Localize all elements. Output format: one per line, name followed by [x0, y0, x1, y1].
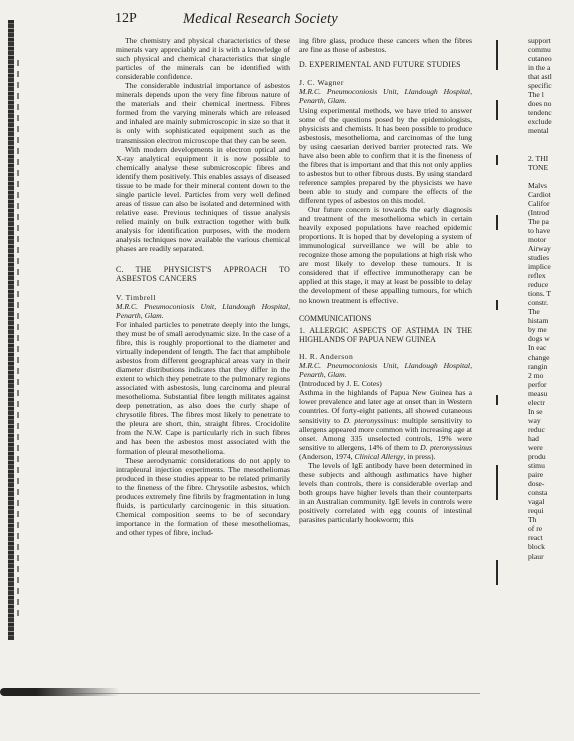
journal-name: Clinical Allergy — [354, 451, 404, 461]
facing-page-line: The pa — [528, 216, 549, 226]
paragraph — [299, 388, 472, 460]
facing-page-rule — [496, 560, 498, 585]
facing-page-line: stimu — [528, 461, 545, 471]
running-head: Medical Research Society — [183, 11, 338, 27]
facing-page-line — [528, 145, 552, 154]
facing-page-line: motor — [528, 234, 547, 244]
continuation-text: ing fibre glass, produce these cancers when the fibres are fine as those of asbestos. — [299, 36, 472, 55]
section-d-affiliation: M.R.C. Pneumoconiosis Unit, Llandough Hospital, Penarth, Glam. — [299, 87, 472, 106]
facing-page-line: tions. T — [528, 289, 552, 299]
facing-page-line: The l — [528, 90, 544, 100]
facing-page-line: were — [528, 442, 543, 452]
facing-page-line: requi — [528, 506, 544, 516]
section-d-heading: D. EXPERIMENTAL AND FUTURE STUDIES — [299, 60, 461, 70]
section-c-affiliation: M.R.C. Pneumoconiosis Unit, Llandough Hospital, Penarth, Glam. — [116, 301, 290, 320]
facing-page-line: paire — [528, 470, 544, 480]
facing-page-rule — [496, 100, 498, 120]
text-run: , in press). — [403, 451, 436, 461]
page-bottom-line — [60, 693, 480, 694]
communication-1-title: 1. ALLERGIC ASPECTS OF ASTHMA IN THE HIGHLANDS OF PAPUA NEW GUINEA — [299, 325, 472, 344]
facing-page-rule — [496, 465, 498, 500]
facing-page-line: In se — [528, 406, 543, 416]
facing-page-line — [528, 172, 552, 181]
text-run: Asthma in the highlands of Papua New Guinea has a lower prevalence and later age at onset than in Western countries. Of forty-eight patients, all showed cutaneous sensitivity to — [299, 388, 472, 425]
paragraph: Our future concern is towards the early diagnosis and treatment of the mesothelioma which in certain heavily exposed populations have reached epidemic proportions. It is hoped that by developing a system of immunological surveillance we will be able to recognize those among the populations at high risk who are most likely to develop these tumours. It is considered that if effective immunotherapy can be applied at this stage, it may at least be possible to delay the development of these appalling tumours, for which no known treatment is effective. — [299, 205, 472, 305]
left-column — [116, 36, 290, 537]
facing-page-line: perfor — [528, 379, 547, 389]
text-run: (Anderson, 1974, — [299, 451, 355, 461]
section-c-heading: C. THE PHYSICIST'S APPROACH TO ASBESTOS CANCERS — [116, 265, 290, 284]
facing-page-rule — [496, 215, 498, 230]
facing-page-text — [528, 36, 552, 561]
facing-page-rule — [496, 395, 498, 405]
communication-1-affiliation: M.R.C. Pneumoconiosis Unit, Llandough Hospital, Penarth, Glam. — [299, 361, 472, 380]
species-name: D. pteronyssinus — [343, 415, 397, 425]
facing-page-line: block — [528, 542, 545, 552]
facing-page-line: that astl — [528, 72, 552, 82]
facing-page-line: reduc — [528, 424, 545, 434]
facing-page-line: Califor — [528, 198, 550, 208]
facing-page-line — [528, 136, 552, 145]
facing-page-line: implice — [528, 262, 551, 272]
facing-page-line: rangin — [528, 361, 548, 371]
communication-1-author: H. R. Anderson — [299, 352, 354, 362]
page-bottom-smudge — [0, 688, 120, 696]
facing-page-line: of re — [528, 524, 543, 534]
facing-page-line: electr — [528, 397, 545, 407]
paragraph: The considerable industrial importance of asbestos minerals depends upon the very fine fibrous nature of the materials and their chemical inertness. Fibres formed from the varying minerals which are released and inhaled are mainly submicroscopic in size so that it is only with sophisticated equipment such as the transmission electron microscope that they can be seen. — [116, 81, 290, 145]
paragraph: These aerodynamic considerations do not apply to intrapleural injection experiments. The mesotheliomas produced in these studies appear to be related primarily to the fineness of the fibre. Chrysotile asbestos, which produces extremely fine fibrils by fragmentation in lung fluids, is particularly carcinogenic in this situation. Chemical composition seems to be of secondary importance in the formation of these mesotheliomas, and other types of fibre, includ- — [116, 455, 290, 537]
communications-heading: COMMUNICATIONS — [299, 313, 372, 323]
facing-page-line: In eac — [528, 343, 547, 353]
facing-page-line: in the a — [528, 63, 551, 73]
facing-page-line: commu — [528, 45, 551, 55]
page-number: 12P — [115, 11, 137, 26]
facing-page-rule — [496, 300, 498, 310]
facing-page-line: vagal — [528, 497, 545, 507]
facing-page-line: change — [528, 352, 550, 362]
facing-page-line: exclude — [528, 117, 552, 127]
facing-page-line: mental — [528, 126, 549, 136]
text-run: : multiple sensitivity to allergens appeared more common with increasing age at onset. Among 335 unselected controls, 19% were sensitive to allergens, 14% of them to — [299, 415, 472, 452]
facing-page-line: histam — [528, 316, 549, 326]
facing-page-line: dogs w — [528, 334, 550, 344]
right-column — [299, 36, 472, 524]
facing-page-line: plaur — [528, 551, 544, 561]
facing-page-line: measu — [528, 388, 548, 398]
facing-page-line: to have — [528, 225, 551, 235]
facing-page-line: Th — [528, 515, 537, 525]
facing-page-line: The — [528, 307, 540, 317]
facing-page-line: TONE — [528, 162, 549, 172]
facing-page-line: 2. THI — [528, 153, 549, 163]
paragraph: The chemistry and physical characteristics of these minerals vary appreciably and it is with a knowledge of such physical and chemical characteristics that single particles of the minerals can be identified with considerable confidence. — [116, 36, 290, 82]
facing-page-line: Cardiot — [528, 189, 551, 199]
facing-page-rule — [496, 155, 498, 165]
page-header — [115, 11, 515, 33]
facing-page-line: cutaneo — [528, 54, 552, 64]
paragraph: With modern developments in electron optical and X-ray analytical equipment it is now possible to chemically analyse these submicroscopic fibres and identify them positively. This enables assays of diseased tissue to be made for their mineral content down to the single particle level. Particles from very well defined areas of tissue can also be isolated and determined with relative ease. Previous techniques of tissue analysis relied mainly on bulk extraction together with bulk analysis for identification purposes, with the modern analysis techniques now available the various chemical phases are readily separated. — [116, 144, 290, 254]
facing-page-line: support — [528, 36, 551, 45]
section-c-author: V. Timbrell — [116, 292, 156, 302]
facing-page-line: constr. — [528, 298, 549, 308]
facing-page-line: react — [528, 533, 543, 543]
facing-page-line: consta — [528, 488, 548, 498]
communication-1-introduced: (Introduced by J. E. Cotes) — [299, 379, 382, 389]
facing-page-line: produ — [528, 452, 546, 462]
binding-shadow — [8, 20, 14, 640]
binding-stitch — [17, 60, 19, 620]
facing-page-line: studies — [528, 252, 550, 262]
facing-page-line: tendenc — [528, 108, 552, 118]
paragraph: The levels of IgE antibody have been determined in these subjects and although asthmatics have higher levels than controls, there is considerable overlap and both groups have higher levels than their counterparts in an Australian community. IgE levels in controls were positively correlated with egg counts of intestinal parasites particularly hookworm; this — [299, 460, 472, 525]
facing-page-line: dose- — [528, 479, 545, 489]
facing-page-line: specific — [528, 81, 552, 91]
page-edge-binding — [0, 0, 26, 741]
facing-page-line: had — [528, 433, 539, 443]
facing-page-line: Airway — [528, 243, 551, 253]
facing-page-line: 2 mo — [528, 370, 544, 380]
paragraph: For inhaled particles to penetrate deeply into the lungs, they must be of small aerodynamic size. In the case of a fibre, this is roughly proportional to the diameter and virtually independent of length. The fact that amphibole asbestos from different geographical areas vary in their diameter distributions indicates that they differ in the extent to which they penetrate to the pulmonary regions associated with asbestosis, lung carcinoma and pleural mesothelioma. Substantial fibre length militates against deep penetration, as also does the curly shape of chrysotile fibres. The fibres most likely to penetrate to the pleura are short, thin, straight fibres. Crocidolite from the N.W. Cape is particularly rich in such fibres and has been the asbestos most associated with the formation of pleural mesothelioma. — [116, 319, 290, 456]
facing-page-line: (Introd — [528, 207, 550, 217]
facing-page-line: reflex — [528, 271, 546, 281]
species-name: D. pteronyssinus — [420, 442, 472, 452]
facing-page-line: by me — [528, 325, 547, 335]
section-d-author: J. C. Wagner — [299, 78, 344, 88]
paragraph: Using experimental methods, we have tried to answer some of the questions posed by the epidemiologists, physicists and chemists. It has been possible to produce asbestosis, mesothelioma, and carcinomas of the lung by using caesarian derived barrier protected rats. We have also been able to confirm that it is the fineness of the fibres that is important and that this not only applies to asbestos but to other fibrous dusts. By using standard reference samples prepared by the physicists we have been able to study and compare the effects of the different types of asbestos on this model. — [299, 105, 472, 205]
facing-page-line: Malvs — [528, 180, 547, 190]
facing-page-rule — [496, 40, 498, 70]
facing-page-line: reduce — [528, 280, 549, 290]
facing-page-line: way — [528, 415, 541, 425]
facing-page-line: does no — [528, 99, 552, 109]
